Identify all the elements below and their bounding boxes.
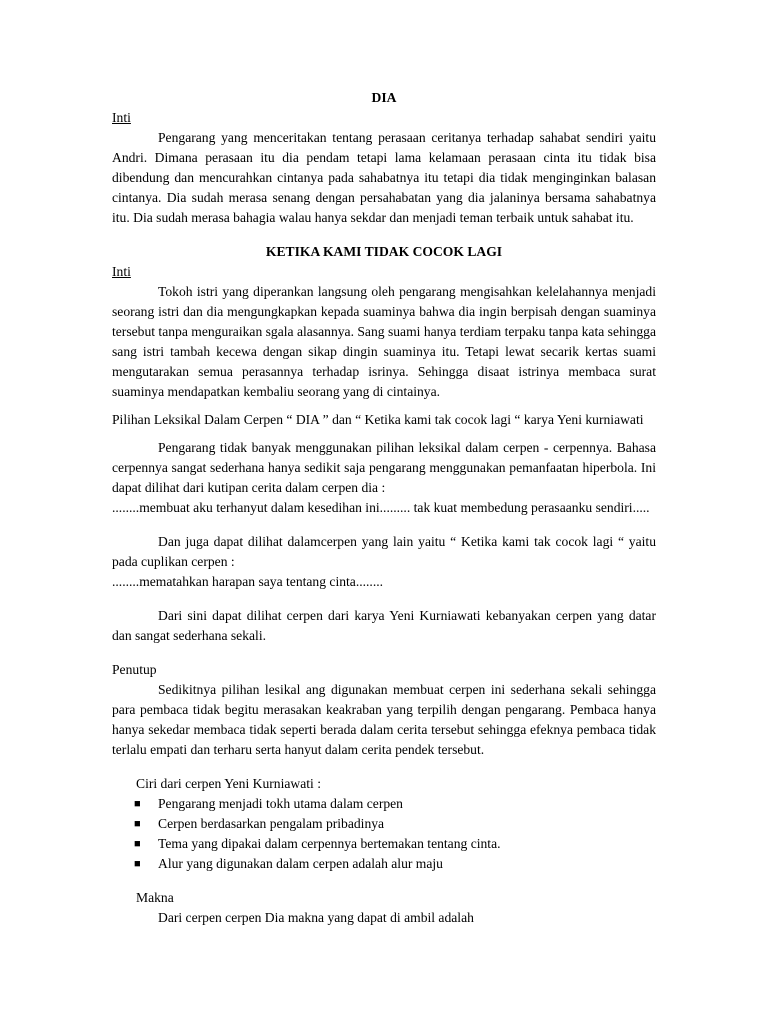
list-item: [112, 814, 656, 834]
section1-title: DIA: [371, 90, 397, 105]
section1-paragraph: Pengarang yang menceritakan tentang perasaan ceritanya terhadap sahabat sendiri yaitu Andri. Dimana perasaan itu dia pendam tetapi lama kelamaan perasaan cinta itu tidak bisa dibendung dan mencurahkan cintanya pada sahabatnya itu tetapi dia tidak menginginkan balasan cintanya. Dia sudah merasa senang dengan persahabatan yang dia jalaninya bersama sahabatnya itu. Dia sudah merasa bahagia walau hanya sekdar dan menjadi teman terbaik untuk sahabat itu.: [112, 130, 656, 225]
traits-block: [136, 774, 656, 794]
list-item-text: Cerpen berdasarkan pengalam pribadinya: [158, 816, 385, 831]
document-page: [112, 88, 656, 928]
analysis-heading: Pilihan Leksikal Dalam Cerpen “ DIA ” dan “ Ketika kami tak cocok lagi “ karya Yeni kurniawati: [112, 412, 644, 427]
analysis-quote-1: ........membuat aku terhanyut dalam kesedihan ini......... tak kuat membedung perasaanku sendiri.....: [112, 500, 650, 515]
analysis-paragraph-1: Pengarang tidak banyak menggunakan pilihan leksikal dalam cerpen - cerpennya. Bahasa cerpennya sangat sederhana hanya sedikit saja pengarang menggunakan pemanfaatan hiperbola. Ini dapat dilihat dari kutipan cerita dalam cerpen dia :: [112, 440, 656, 495]
section2-label: Inti: [112, 264, 131, 279]
bullet-square-icon: ■: [134, 818, 141, 830]
section2-title: KETIKA KAMI TIDAK COCOK LAGI: [265, 244, 503, 259]
list-item: [112, 834, 656, 854]
meaning-heading: Makna: [136, 890, 174, 905]
list-item: [112, 854, 656, 874]
list-item: [112, 794, 656, 814]
analysis-paragraph-2: Dan juga dapat dilihat dalamcerpen yang lain yaitu “ Ketika kami tak cocok lagi “ yaitu pada cuplikan cerpen :: [112, 534, 656, 569]
list-item-text: Pengarang menjadi tokh utama dalam cerpen: [158, 796, 403, 811]
traits-list: [112, 794, 656, 874]
list-item-text: Tema yang dipakai dalam cerpennya bertemakan tentang cinta.: [158, 836, 501, 851]
bullet-square-icon: ■: [134, 798, 141, 810]
section1-label: Inti: [112, 110, 131, 125]
closing-paragraph: Sedikitnya pilihan lesikal ang digunakan membuat cerpen ini sederhana sekali sehingga para pembaca tidak begitu merasakan keakraban yang terpilih dengan pengarang. Pembaca hanya hanya sekedar membaca tidak seperti berada dalam cerita tersebut sehingga efeknya pembaca tidak terlalu empati dan terharu serta hanyut dalam cerita pendek tersebut.: [112, 682, 656, 757]
bullet-square-icon: ■: [134, 858, 141, 870]
meaning-paragraph: Dari cerpen cerpen Dia makna yang dapat di ambil adalah: [158, 910, 474, 925]
closing-heading: Penutup: [112, 662, 157, 677]
section2-paragraph: Tokoh istri yang diperankan langsung oleh pengarang mengisahkan kelelahannya menjadi seorang istri dan dia mengungkapkan kepada suaminya bahwa dia ingin berpisah dengan suaminya tersebut tanpa menguraikan sgala alasannya. Sang suami hanya terdiam terpaku tanpa kata sehingga sang istri tambah kecewa dengan sikap dingin suaminya itu. Tetapi lewat secarik kertas suami mengutarakan semua perasannya terhadap isrinya. Sehingga disaat istrinya membaca surat suaminya mendapatkan kembaliu seorang yang di cintainya.: [112, 284, 656, 399]
bullet-square-icon: ■: [134, 838, 141, 850]
traits-heading: Ciri dari cerpen Yeni Kurniawati :: [136, 776, 321, 791]
analysis-paragraph-3: Dari sini dapat dilihat cerpen dari karya Yeni Kurniawati kebanyakan cerpen yang datar dan sangat sederhana sekali.: [112, 608, 656, 643]
analysis-quote-2: ........mematahkan harapan saya tentang cinta........: [112, 574, 384, 589]
meaning-block: [136, 888, 656, 928]
list-item-text: Alur yang digunakan dalam cerpen adalah alur maju: [158, 856, 443, 871]
